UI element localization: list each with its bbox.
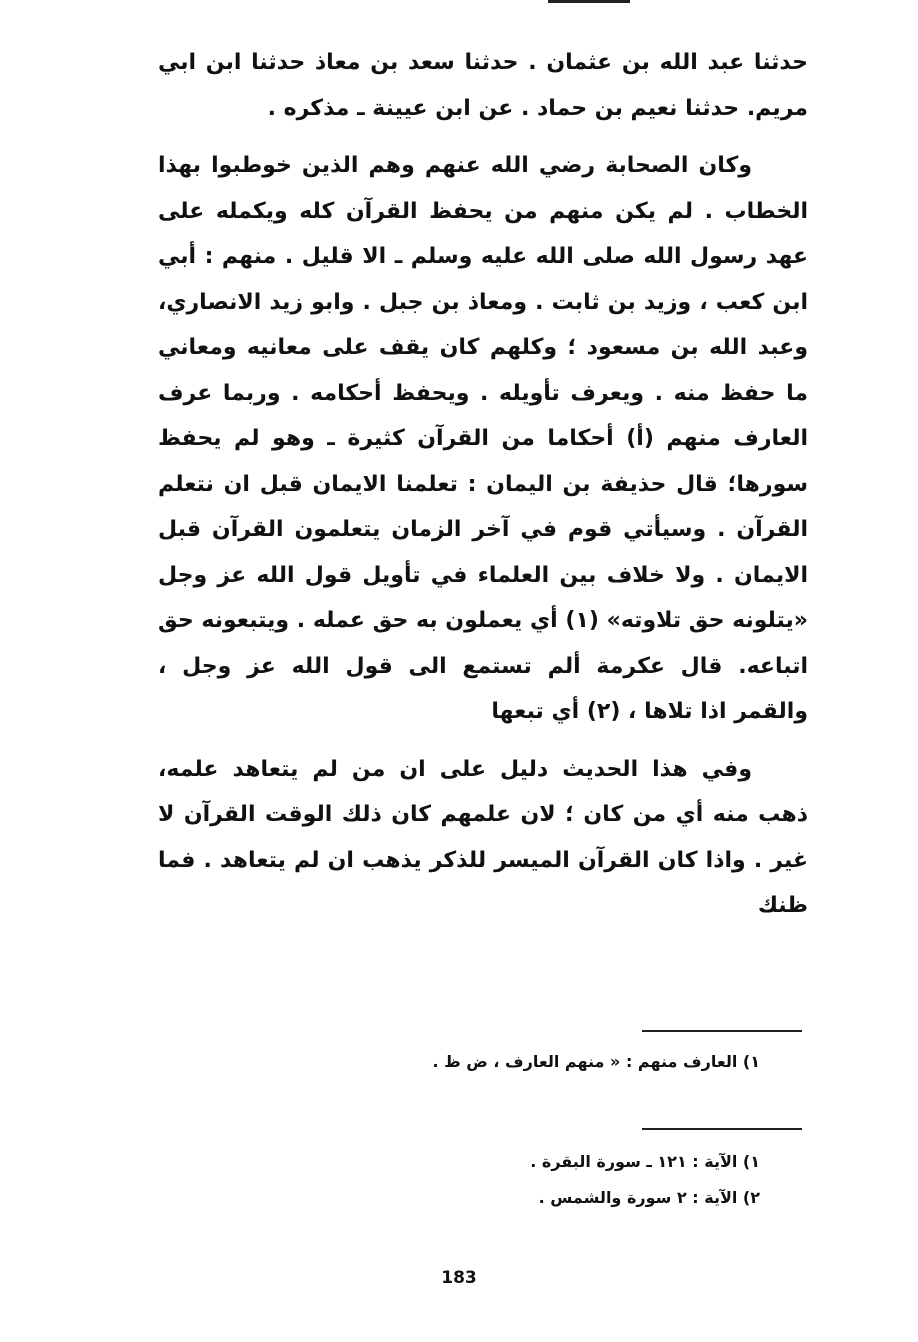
source-footnotes — [360, 1144, 760, 1216]
top-rule — [548, 0, 630, 3]
source-footnote-2: ٢) الآية : ٢ سورة والشمس . — [538, 1188, 760, 1207]
variant-footnote-1: ١) العارف منهم : « منهم العارف ، ض ظ . — [432, 1052, 760, 1071]
paragraph-isnad: حدثنا عبد الله بن عثمان . حدثنا سعد بن معاذ حدثنا ابن ابي مريم. حدثنا نعيم بن حماد . عن ابن عيينة ـ مذكره . — [158, 50, 808, 121]
main-text — [158, 40, 808, 929]
paragraph-hadith-evidence: وفي هذا الحديث دليل على ان من لم يتعاهد علمه، ذهب منه أي من كان ؛ لان علمهم كان ذلك الوقت القرآن لا غير . واذا كان القرآن الميسر للذكر يذهب ان لم يتعاهد . فما ظنك — [158, 756, 808, 918]
footnote-divider-2 — [642, 1128, 802, 1130]
source-footnote-1: ١) الآية : ١٢١ ـ سورة البقرة . — [530, 1152, 760, 1171]
paragraph-companions: وكان الصحابة رضي الله عنهم وهم الذين خوطبوا بهذا الخطاب . لم يكن منهم من يحفظ القرآن كله ويكمله على عهد رسول الله صلى الله عليه وسلم ـ الا قليل . منهم : أبي ابن كعب ، وزيد بن ثابت . ومعاذ بن جبل . وابو زيد الانصاري، وعبد الله بن مسعود ؛ وكلهم كان يقف على معانيه ومعاني ما حفظ منه . ويعرف تأويله . ويحفظ أحكامه . وربما عرف العارف منهم (أ) أحكاما من القرآن كثيرة ـ وهو لم يحفظ سورها؛ قال حذيفة بن اليمان : تعلمنا الايمان قبل ان نتعلم القرآن . وسيأتي قوم في آخر الزمان يتعلمون القرآن قبل الايمان . ولا خلاف بين العلماء في تأويل قول الله عز وجل «يتلونه حق تلاوته» (١) أي يعملون به حق عمله . ويتبعونه حق اتباعه. قال عكرمة ألم تستمع الى قول الله عز وجل ، والقمر اذا تلاها ، (٢) أي تبعها — [158, 153, 808, 724]
page-number: 183 — [441, 1268, 477, 1288]
variant-footnotes — [360, 1044, 760, 1080]
footnote-divider-1 — [642, 1030, 802, 1032]
